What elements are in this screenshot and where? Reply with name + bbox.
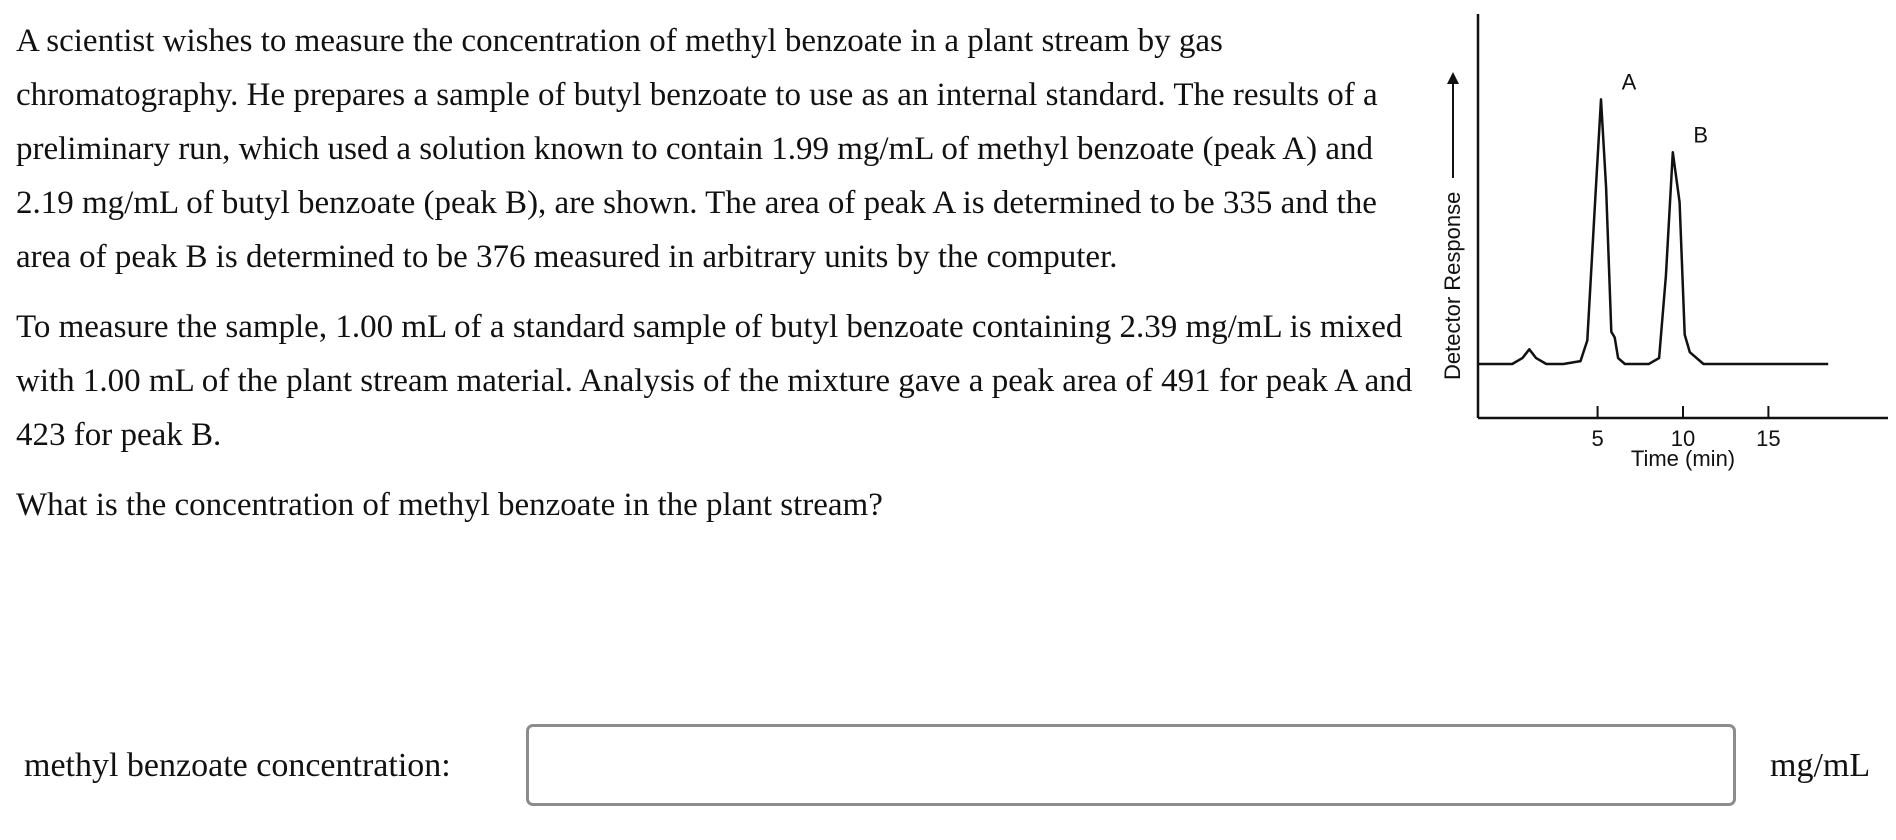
question-paragraph-1: A scientist wishes to measure the concentration of methyl benzoate in a plant stream by gas chromatography. He prepares a sample of butyl benzoate to use as an internal standard. The results of a preliminary run, which used a solution known to contain 1.99 mg/mL of methyl benzoate (peak A) and 2.19 mg/mL of butyl benzoate (peak B), are shown. The area of peak A is determined to be 335 and the area of peak B is determined to be 376 measured in arbitrary units by the computer. bbox=[16, 23, 1378, 275]
x-tick-label: 15 bbox=[1756, 426, 1781, 451]
peak-label: B bbox=[1693, 122, 1709, 148]
question-text bbox=[16, 14, 1426, 548]
chromatogram-line bbox=[1478, 99, 1828, 364]
chromatogram-chart bbox=[1430, 0, 1896, 480]
answer-unit: mg/mL bbox=[1770, 747, 1871, 784]
concentration-input[interactable] bbox=[526, 724, 1736, 806]
peak-label: A bbox=[1621, 69, 1637, 95]
y-axis-arrow-head bbox=[1447, 72, 1459, 84]
answer-row bbox=[24, 722, 1884, 812]
series-group bbox=[1478, 99, 1828, 364]
y-axis-label-group bbox=[1440, 72, 1465, 380]
x-tick-group bbox=[1591, 406, 1780, 451]
y-axis-label: Detector Response bbox=[1440, 191, 1465, 380]
peak-label-group bbox=[1622, 69, 1708, 147]
x-tick-label: 10 bbox=[1670, 426, 1696, 451]
x-axis-label: Time (min) bbox=[1630, 446, 1736, 471]
answer-label: methyl benzoate concentration: bbox=[24, 747, 451, 784]
question-paragraph-3: What is the concentration of methyl benzoate in the plant stream? bbox=[16, 487, 883, 523]
question-paragraph-2: To measure the sample, 1.00 mL of a standard sample of butyl benzoate containing 2.39 mg/mL is mixed with 1.00 mL of the plant stream material. Analysis of the mixture gave a peak area of 491 for peak A and 423 for peak B. bbox=[16, 309, 1413, 453]
chromatogram-svg bbox=[1430, 0, 1896, 480]
x-tick-label: 5 bbox=[1591, 426, 1604, 451]
